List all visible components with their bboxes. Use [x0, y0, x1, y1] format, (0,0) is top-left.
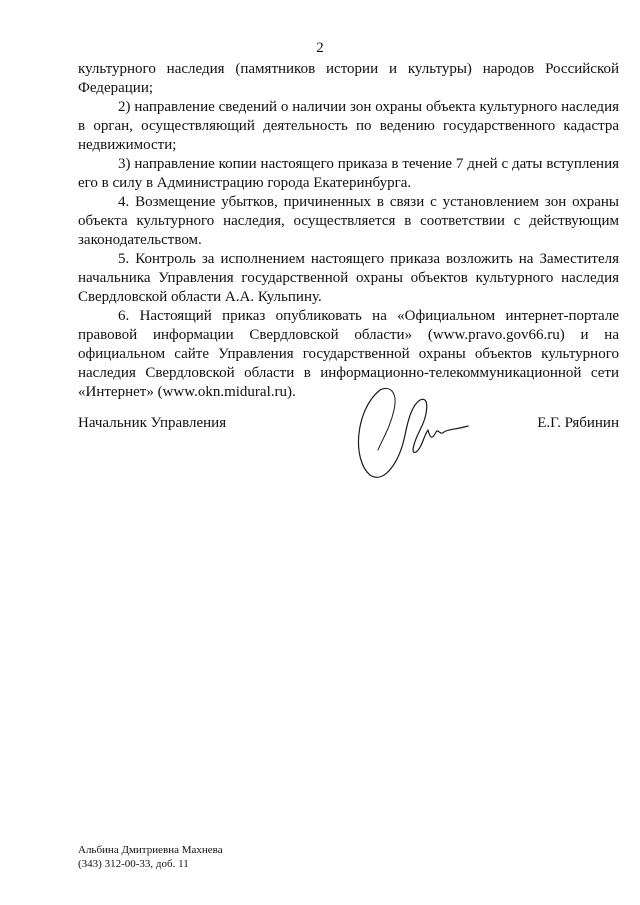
document-body	[78, 60, 619, 402]
handwritten-signature	[350, 380, 480, 490]
signatory-title: Начальник Управления	[78, 415, 227, 431]
paragraph-item-3: 3) направление копии настоящего приказа в течение 7 дней с даты вступления его в силу в Администрацию города Екатеринбурга.	[78, 156, 619, 191]
paragraph-clause-4: 4. Возмещение убытков, причиненных в связи с установлением зон охраны объекта культурного наследия, осуществляется в соответствии с действующим законодательством.	[78, 194, 619, 248]
signatory-name: Е.Г. Рябинин	[537, 415, 619, 431]
executor-footer	[78, 843, 223, 871]
paragraph-clause-5: 5. Контроль за исполнением настоящего приказа возложить на Заместителя начальника Управления государственной охраны объектов культурного наследия Свердловской области А.А. Кульпину.	[78, 251, 619, 305]
signature-block	[78, 414, 619, 434]
executor-name: Альбина Дмитриевна Махнева	[78, 844, 223, 856]
page-number: 2	[316, 40, 324, 56]
paragraph-clause-6: 6. Настоящий приказ опубликовать на «Официальном интернет-портале правовой информации Свердловской области» (www.pravo.gov66.ru) и на официальном сайте Управления государственной охраны объектов культурного наследия Свердловской области в информационно-телекоммуникационной сети «Интернет» (www.okn.midural.ru).	[78, 308, 619, 400]
paragraph-item-2: 2) направление сведений о наличии зон охраны объекта культурного наследия в орган, осуществляющий деятельность по ведению государственного кадастра недвижимости;	[78, 99, 619, 153]
executor-phone: (343) 312-00-33, доб. 11	[78, 858, 189, 870]
paragraph-continuation: культурного наследия (памятников истории и культуры) народов Российской Федерации;	[78, 61, 619, 96]
